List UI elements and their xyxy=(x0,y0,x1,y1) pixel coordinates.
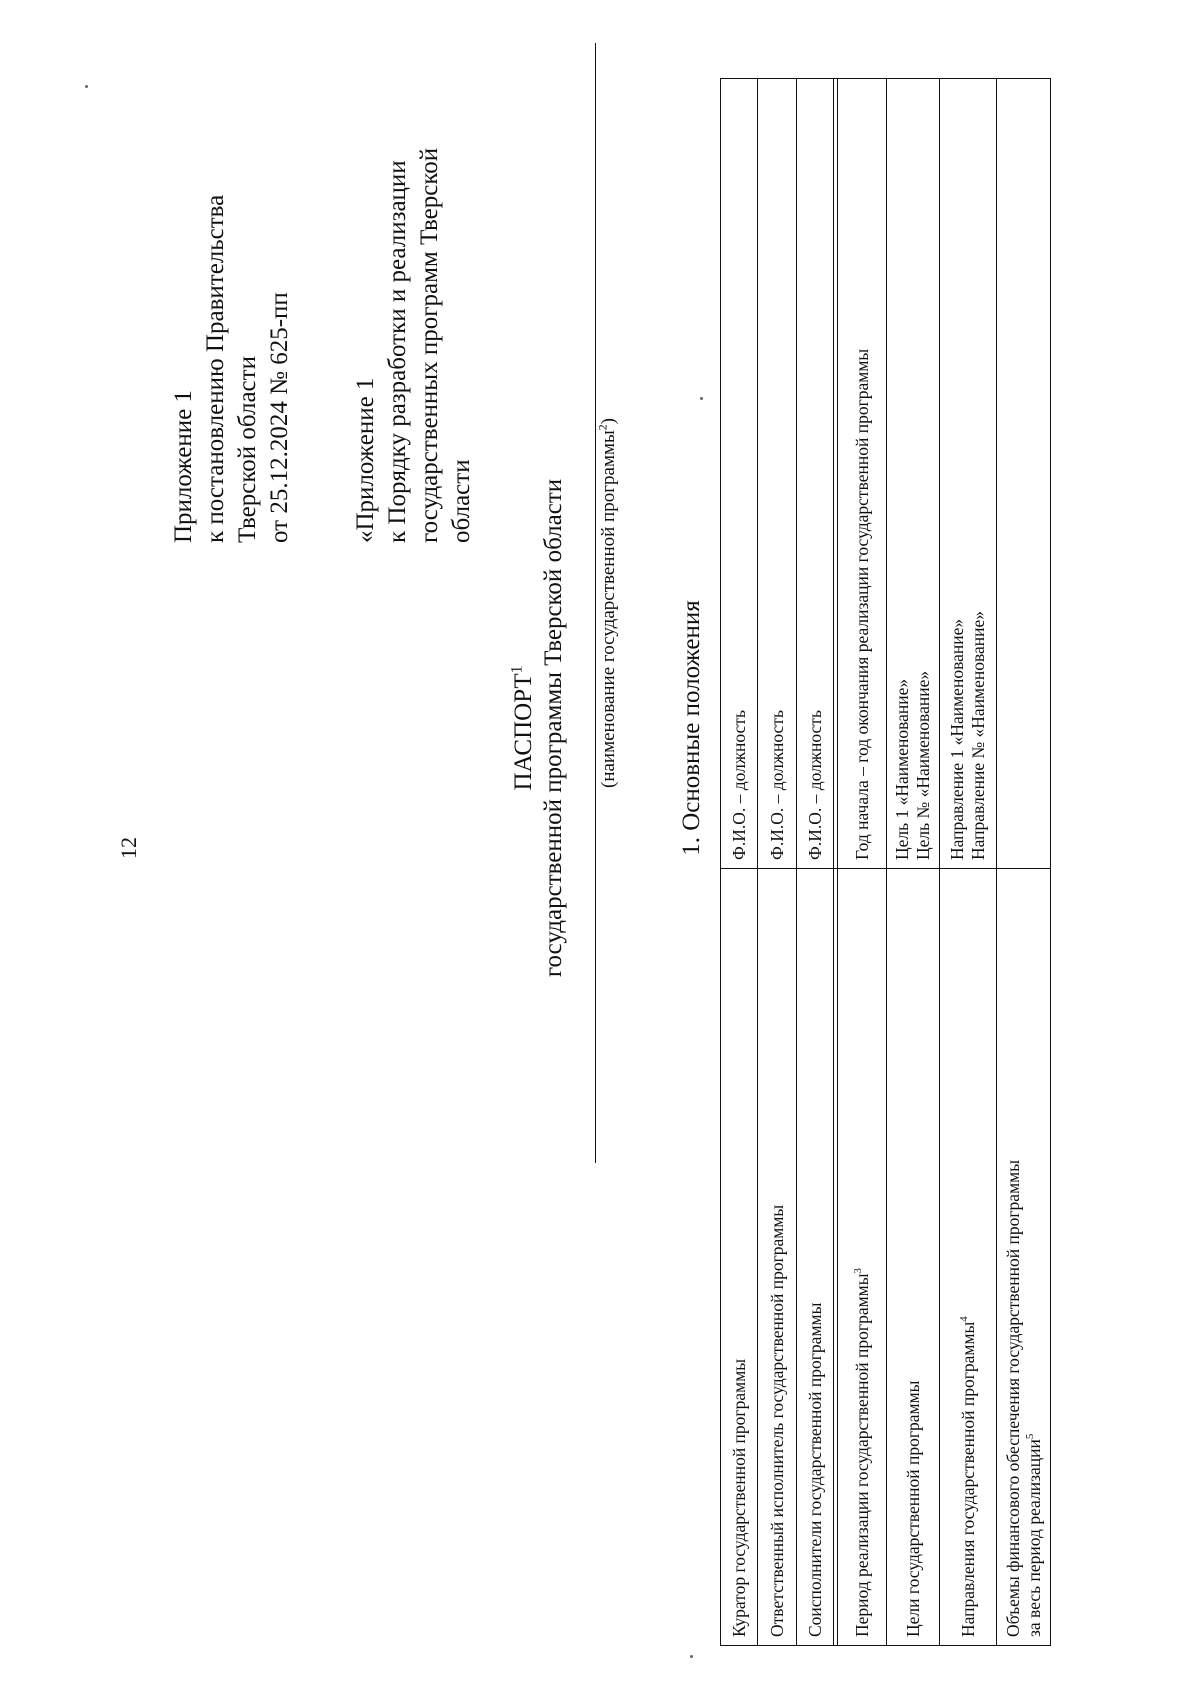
passport-title-text: ПАСПОРТ xyxy=(510,673,537,791)
row-label-text: Соисполнители государственной программы xyxy=(804,1302,825,1637)
table-row xyxy=(797,79,834,1646)
appendix-line: к постановлению Правительства xyxy=(202,194,229,543)
row-value-text: Ф.И.О. – должность xyxy=(766,710,787,860)
scan-speck xyxy=(85,85,88,88)
row-value-text: Цель № «Наименование» xyxy=(913,670,933,860)
caption-close: ) xyxy=(598,418,619,425)
row-value-text: Направление № «Наименование» xyxy=(968,610,988,860)
row-value-text: Направление 1 «Наименование» xyxy=(947,618,967,860)
table-row xyxy=(721,79,758,1646)
table-row xyxy=(838,79,887,1646)
row-label-text-part: за весь период реализации xyxy=(1023,1439,1044,1637)
section-heading: 1. Основные положения xyxy=(678,600,705,856)
scan-speck xyxy=(690,1655,693,1658)
appendix-block xyxy=(168,195,296,543)
row-label-text: Цели государственной программы xyxy=(902,1380,923,1637)
row-label xyxy=(997,869,1051,1646)
table-row xyxy=(758,79,797,1646)
appendix-quoted-line: области xyxy=(448,459,475,543)
appendix-line: от 25.12.2024 № 625-пп xyxy=(266,292,293,543)
caption-text: (наименование государственной программы xyxy=(598,430,619,788)
passport-title xyxy=(510,338,538,1118)
appendix-line: Тверской области xyxy=(234,356,261,543)
row-label xyxy=(758,869,797,1646)
program-name-line xyxy=(595,43,596,1163)
row-label xyxy=(887,869,940,1646)
table-row xyxy=(940,79,997,1646)
row-label-text xyxy=(1024,877,1045,1637)
row-value xyxy=(940,79,997,869)
footnote-ref: 1 xyxy=(508,665,526,674)
row-label-text: Объемы финансового обеспечения государственной программы xyxy=(1002,1160,1023,1637)
row-label-text: Ответственный исполнитель государственной программы xyxy=(766,1204,787,1637)
row-value-empty xyxy=(997,79,1051,869)
row-label xyxy=(838,869,887,1646)
footnote-ref: 3 xyxy=(851,1268,864,1274)
appendix-line: Приложение 1 xyxy=(170,390,197,543)
appendix-quoted-line: к Порядку разработки и реализации xyxy=(384,160,411,543)
passport-table xyxy=(720,78,1051,1646)
appendix-quoted-line: государственных программ Тверской xyxy=(416,147,443,543)
footnote-ref: 5 xyxy=(1023,1433,1036,1440)
passport-subtitle: государственной программы Тверской области xyxy=(540,478,567,978)
row-label-text: Период реализации государственной программы xyxy=(851,1273,872,1637)
row-value-text: Год начала – год окончания реализации государственной программы xyxy=(851,348,872,860)
row-label xyxy=(940,869,997,1646)
page-number: 12 xyxy=(116,837,141,859)
row-value xyxy=(887,79,940,869)
table-row xyxy=(887,79,940,1646)
program-name-caption xyxy=(598,43,620,1163)
appendix-quoted-block xyxy=(350,148,478,543)
row-label xyxy=(721,869,758,1646)
row-label xyxy=(797,869,834,1646)
row-value-text: Ф.И.О. – должность xyxy=(728,710,749,860)
footnote-ref: 2 xyxy=(596,424,610,431)
footnote-ref: 4 xyxy=(957,1316,970,1322)
row-value xyxy=(758,79,797,869)
row-label-text: Куратор государственной программы xyxy=(728,1358,749,1637)
row-value-text: Ф.И.О. – должность xyxy=(804,710,825,860)
row-value xyxy=(838,79,887,869)
row-value-text: Цель 1 «Наименование» xyxy=(892,678,912,860)
appendix-quoted-line: «Приложение 1 xyxy=(352,377,379,543)
row-value xyxy=(721,79,758,869)
table-row xyxy=(997,79,1051,1646)
row-value xyxy=(797,79,834,869)
row-label-text: Направления государственной программы xyxy=(957,1321,978,1637)
scan-speck xyxy=(700,397,703,400)
